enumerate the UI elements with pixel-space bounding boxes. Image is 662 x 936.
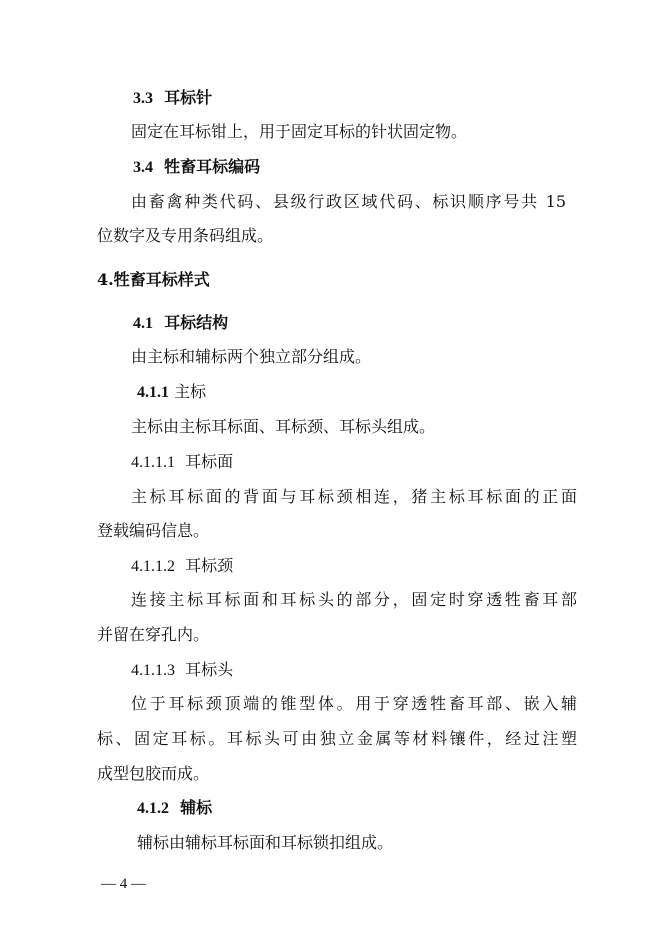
paragraph-3-4-line-2: 位数字及专用条码组成。	[97, 226, 274, 245]
paragraph-4-1-1-3-line-2: 标、固定耳标。耳标头可由独立金属等材料镶件，经过注塑	[97, 729, 577, 748]
paragraph-4-1-1-1-line-1: 主标耳标面的背面与耳标颈相连，猪主标耳标面的正面	[131, 487, 577, 506]
paragraph-4-1-1-3-line-3: 成型包胶而成。	[97, 764, 210, 783]
paragraph-4-1: 由主标和辅标两个独立部分组成。	[131, 347, 372, 366]
heading-4-1-1-3: 4.1.1.3 耳标头	[131, 660, 234, 679]
heading-4-1: 4.1 耳标结构	[133, 313, 229, 332]
heading-4: 4.牲畜耳标样式	[97, 270, 210, 289]
paragraph-3-3: 固定在耳标钳上，用于固定耳标的针状固定物。	[131, 122, 468, 141]
paragraph-4-1-1-2-line-2: 并留在穿孔内。	[97, 625, 210, 644]
heading-3-3: 3.3 耳标针	[133, 88, 213, 107]
heading-4-1-1-2: 4.1.1.2 耳标颈	[131, 556, 234, 575]
heading-3-4: 3.4 牲畜耳标编码	[133, 157, 261, 176]
page-number: — 4 —	[101, 876, 146, 892]
heading-4-1-2: 4.1.2 辅标	[137, 798, 213, 817]
paragraph-4-1-1: 主标由主标耳标面、耳标颈、耳标头组成。	[131, 417, 436, 436]
paragraph-4-1-1-1-line-2: 登载编码信息。	[97, 521, 210, 540]
heading-4-1-1-1: 4.1.1.1 耳标面	[131, 452, 234, 471]
paragraph-4-1-2: 辅标由辅标耳标面和耳标锁扣组成。	[137, 833, 394, 852]
paragraph-4-1-1-3-line-1: 位于耳标颈顶端的锥型体。用于穿透牲畜耳部、嵌入辅	[131, 694, 577, 713]
heading-4-1-1: 4.1.1 主标	[137, 382, 207, 401]
paragraph-4-1-1-2-line-1: 连接主标耳标面和耳标头的部分，固定时穿透牲畜耳部	[131, 590, 577, 609]
paragraph-3-4-line-1: 由畜禽种类代码、县级行政区域代码、标识顺序号共 15	[131, 192, 566, 211]
